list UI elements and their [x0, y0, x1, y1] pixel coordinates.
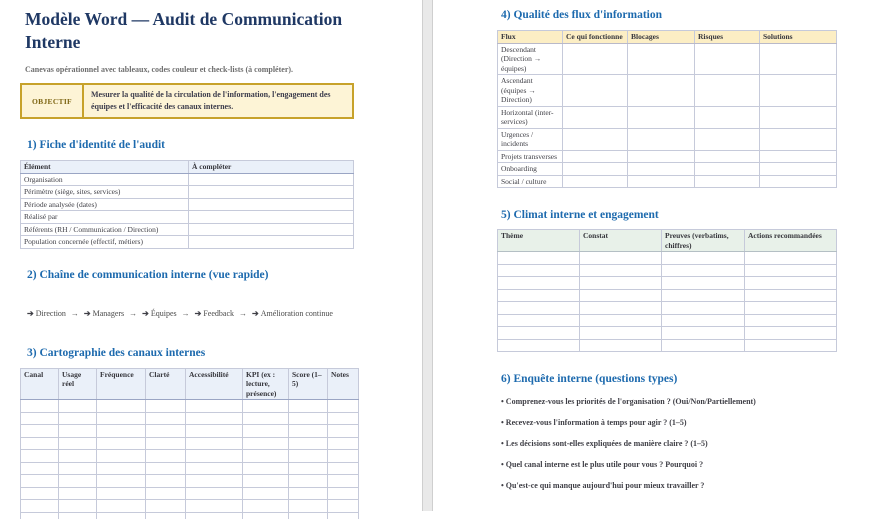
- chain-step-arrow-icon: ➔: [194, 308, 204, 318]
- objective-text: Mesurer la qualité de la circulation de l'information, l'engagement des équipes et l'efficacité des canaux internes.: [91, 90, 331, 111]
- objective-label: OBJECTIF: [22, 85, 84, 117]
- empty-cell[interactable]: [21, 412, 59, 425]
- empty-cell[interactable]: [97, 437, 146, 450]
- table-row: [498, 327, 837, 340]
- table-row: [498, 252, 837, 265]
- table-row: [21, 198, 354, 211]
- chain-step: Managers: [92, 308, 125, 318]
- column-header: Usage réel: [59, 368, 97, 400]
- empty-cell[interactable]: [662, 327, 745, 340]
- column-header: Accessibilité: [186, 368, 243, 400]
- empty-cell[interactable]: [189, 236, 354, 249]
- table-row: [21, 437, 359, 450]
- table-row: [21, 500, 359, 513]
- empty-cell[interactable]: [186, 412, 243, 425]
- empty-cell[interactable]: [59, 512, 97, 519]
- empty-cell[interactable]: [21, 475, 59, 488]
- empty-cell[interactable]: [745, 327, 837, 340]
- page-2: [433, 0, 870, 519]
- empty-cell[interactable]: [243, 412, 289, 425]
- empty-cell[interactable]: [328, 412, 359, 425]
- empty-cell[interactable]: [97, 425, 146, 438]
- empty-cell[interactable]: [498, 327, 580, 340]
- empty-cell[interactable]: [745, 277, 837, 290]
- column-header: À compléter: [189, 161, 354, 174]
- empty-cell[interactable]: [146, 437, 186, 450]
- table-row: [21, 425, 359, 438]
- empty-cell[interactable]: [328, 437, 359, 450]
- survey-question: • Quel canal interne est le plus utile pour vous ? Pourquoi ?: [501, 460, 704, 469]
- empty-cell[interactable]: [186, 487, 243, 500]
- section-heading-6: 6) Enquête interne (questions types): [501, 373, 678, 385]
- document-subtitle: Canevas opérationnel avec tableaux, codes couleur et check-lists (à compléter).: [25, 65, 294, 74]
- empty-cell[interactable]: [760, 43, 837, 75]
- table-row: [21, 236, 354, 249]
- empty-cell[interactable]: [189, 211, 354, 224]
- empty-cell[interactable]: [189, 223, 354, 236]
- empty-cell[interactable]: [21, 425, 59, 438]
- empty-cell[interactable]: [662, 314, 745, 327]
- empty-cell[interactable]: [563, 175, 628, 188]
- column-header: Ce qui fonctionne: [563, 31, 628, 44]
- empty-cell[interactable]: [21, 437, 59, 450]
- empty-cell[interactable]: [580, 314, 662, 327]
- empty-cell[interactable]: [21, 462, 59, 475]
- table-row: [21, 462, 359, 475]
- empty-cell[interactable]: [243, 462, 289, 475]
- empty-cell[interactable]: [189, 173, 354, 186]
- empty-cell[interactable]: [745, 339, 837, 352]
- column-header: Canal: [21, 368, 59, 400]
- table-row: [21, 412, 359, 425]
- row-label: Organisation: [21, 173, 189, 186]
- table-row: [21, 475, 359, 488]
- empty-cell[interactable]: [186, 437, 243, 450]
- table-row: [498, 128, 837, 150]
- empty-cell[interactable]: [146, 475, 186, 488]
- table-row: [21, 211, 354, 224]
- chain-step: Amélioration continue: [260, 308, 333, 318]
- empty-cell[interactable]: [328, 475, 359, 488]
- empty-cell[interactable]: [580, 252, 662, 265]
- row-label: Social / culture: [498, 175, 563, 188]
- chain-step: Direction: [35, 308, 66, 318]
- empty-cell[interactable]: [563, 163, 628, 176]
- empty-cell[interactable]: [243, 512, 289, 519]
- chain-link-arrow-icon: →: [237, 308, 250, 318]
- row-label: Projets transverses: [498, 150, 563, 163]
- empty-cell[interactable]: [289, 400, 328, 413]
- empty-cell[interactable]: [563, 150, 628, 163]
- empty-cell[interactable]: [662, 302, 745, 315]
- column-header: Clarté: [146, 368, 186, 400]
- empty-cell[interactable]: [580, 339, 662, 352]
- empty-cell[interactable]: [498, 264, 580, 277]
- row-label: Période analysée (dates): [21, 198, 189, 211]
- empty-cell[interactable]: [628, 106, 695, 128]
- empty-cell[interactable]: [745, 289, 837, 302]
- empty-cell[interactable]: [186, 462, 243, 475]
- table-row: [21, 173, 354, 186]
- empty-cell[interactable]: [328, 425, 359, 438]
- empty-cell[interactable]: [59, 487, 97, 500]
- communication-chain: [27, 309, 410, 318]
- table-row: [21, 186, 354, 199]
- row-label: Horizontal (inter-services): [498, 106, 563, 128]
- empty-cell[interactable]: [59, 412, 97, 425]
- information-flows-table: [497, 30, 837, 188]
- empty-cell[interactable]: [289, 512, 328, 519]
- empty-cell[interactable]: [498, 289, 580, 302]
- survey-questions-list: [501, 397, 842, 491]
- empty-cell[interactable]: [97, 450, 146, 463]
- empty-cell[interactable]: [662, 289, 745, 302]
- empty-cell[interactable]: [289, 437, 328, 450]
- empty-cell[interactable]: [662, 264, 745, 277]
- empty-cell[interactable]: [146, 487, 186, 500]
- empty-cell[interactable]: [59, 500, 97, 513]
- survey-question: • Recevez-vous l'information à temps pour agir ? (1–5): [501, 418, 687, 427]
- empty-cell[interactable]: [186, 512, 243, 519]
- empty-cell[interactable]: [760, 75, 837, 107]
- row-label: Descendant (Direction → équipes): [498, 43, 563, 75]
- row-label: Onboarding: [498, 163, 563, 176]
- row-label: Urgences / incidents: [498, 128, 563, 150]
- empty-cell[interactable]: [563, 43, 628, 75]
- empty-cell[interactable]: [328, 500, 359, 513]
- empty-cell[interactable]: [243, 400, 289, 413]
- table-row: [498, 163, 837, 176]
- column-header: Thème: [498, 230, 580, 252]
- row-label: Référents (RH / Communication / Direction): [21, 223, 189, 236]
- empty-cell[interactable]: [563, 106, 628, 128]
- chain-step-arrow-icon: ➔: [83, 308, 93, 318]
- empty-cell[interactable]: [662, 252, 745, 265]
- empty-cell[interactable]: [243, 450, 289, 463]
- empty-cell[interactable]: [498, 302, 580, 315]
- section-heading-3: 3) Cartographie des canaux internes: [27, 346, 206, 359]
- row-label: Réalisé par: [21, 211, 189, 224]
- empty-cell[interactable]: [97, 475, 146, 488]
- empty-cell[interactable]: [628, 175, 695, 188]
- empty-cell[interactable]: [695, 150, 760, 163]
- empty-cell[interactable]: [628, 163, 695, 176]
- empty-cell[interactable]: [21, 400, 59, 413]
- empty-cell[interactable]: [146, 500, 186, 513]
- empty-cell[interactable]: [498, 339, 580, 352]
- chain-step-arrow-icon: ➔: [27, 308, 36, 318]
- empty-cell[interactable]: [146, 425, 186, 438]
- chain-step-arrow-icon: ➔: [142, 308, 151, 318]
- column-header: KPI (ex : lecture, présence): [243, 368, 289, 400]
- empty-cell[interactable]: [243, 500, 289, 513]
- section-heading-2: 2) Chaîne de communication interne (vue rapide): [27, 268, 269, 281]
- table-row: [498, 277, 837, 290]
- table-row: [498, 264, 837, 277]
- empty-cell[interactable]: [662, 277, 745, 290]
- empty-cell[interactable]: [59, 425, 97, 438]
- internal-climate-table: [497, 229, 837, 352]
- row-label: Périmètre (siège, sites, services): [21, 186, 189, 199]
- empty-cell[interactable]: [186, 500, 243, 513]
- audit-identity-table: [20, 160, 354, 249]
- row-label: Population concernée (effectif, métiers): [21, 236, 189, 249]
- empty-cell[interactable]: [498, 277, 580, 290]
- empty-cell[interactable]: [289, 462, 328, 475]
- empty-cell[interactable]: [243, 475, 289, 488]
- empty-cell[interactable]: [289, 475, 328, 488]
- table-row: [498, 314, 837, 327]
- empty-cell[interactable]: [760, 150, 837, 163]
- empty-cell[interactable]: [628, 150, 695, 163]
- empty-cell[interactable]: [695, 128, 760, 150]
- table-row: [21, 512, 359, 519]
- empty-cell[interactable]: [695, 106, 760, 128]
- chain-link-arrow-icon: →: [179, 308, 192, 318]
- empty-cell[interactable]: [21, 512, 59, 519]
- empty-cell[interactable]: [59, 475, 97, 488]
- empty-cell[interactable]: [146, 512, 186, 519]
- table-row: [498, 339, 837, 352]
- empty-cell[interactable]: [146, 412, 186, 425]
- empty-cell[interactable]: [97, 462, 146, 475]
- empty-cell[interactable]: [243, 425, 289, 438]
- row-label: Ascendant (équipes → Direction): [498, 75, 563, 107]
- empty-cell[interactable]: [628, 43, 695, 75]
- objective-callout-box: [20, 83, 354, 119]
- empty-cell[interactable]: [289, 500, 328, 513]
- empty-cell[interactable]: [628, 128, 695, 150]
- survey-question: • Comprenez-vous les priorités de l'organisation ? (Oui/Non/Partiellement): [501, 397, 756, 406]
- empty-cell[interactable]: [498, 252, 580, 265]
- empty-cell[interactable]: [328, 487, 359, 500]
- empty-cell[interactable]: [760, 175, 837, 188]
- table-row: [498, 75, 837, 107]
- page-1: [0, 0, 422, 519]
- empty-cell[interactable]: [243, 437, 289, 450]
- chain-step: Équipes: [150, 308, 177, 318]
- empty-cell[interactable]: [146, 400, 186, 413]
- empty-cell[interactable]: [289, 412, 328, 425]
- column-header: Fréquence: [97, 368, 146, 400]
- empty-cell[interactable]: [580, 302, 662, 315]
- empty-cell[interactable]: [186, 450, 243, 463]
- column-header: Notes: [328, 368, 359, 400]
- column-header: Solutions: [760, 31, 837, 44]
- empty-cell[interactable]: [695, 75, 760, 107]
- empty-cell[interactable]: [186, 425, 243, 438]
- empty-cell[interactable]: [186, 400, 243, 413]
- table-row: [21, 223, 354, 236]
- table-row: [498, 43, 837, 75]
- table-row: [498, 289, 837, 302]
- empty-cell[interactable]: [695, 43, 760, 75]
- empty-cell[interactable]: [628, 75, 695, 107]
- empty-cell[interactable]: [21, 487, 59, 500]
- empty-cell[interactable]: [97, 500, 146, 513]
- empty-cell[interactable]: [21, 500, 59, 513]
- empty-cell[interactable]: [563, 128, 628, 150]
- empty-cell[interactable]: [745, 302, 837, 315]
- table-row: [498, 175, 837, 188]
- chain-step-arrow-icon: ➔: [252, 308, 261, 318]
- empty-cell[interactable]: [189, 186, 354, 199]
- table-row: [498, 302, 837, 315]
- empty-cell[interactable]: [97, 400, 146, 413]
- survey-question: • Les décisions sont-elles expliquées de manière claire ? (1–5): [501, 439, 708, 448]
- empty-cell[interactable]: [59, 462, 97, 475]
- chain-link-arrow-icon: →: [68, 308, 81, 318]
- empty-cell[interactable]: [59, 450, 97, 463]
- column-header: Risques: [695, 31, 760, 44]
- column-header: Score (1–5): [289, 368, 328, 400]
- column-header: Blocages: [628, 31, 695, 44]
- document-title: Modèle Word — Audit de Communication Interne: [25, 9, 343, 52]
- page-gutter-divider: [422, 0, 433, 511]
- empty-cell[interactable]: [760, 128, 837, 150]
- empty-cell[interactable]: [289, 450, 328, 463]
- empty-cell[interactable]: [328, 462, 359, 475]
- empty-cell[interactable]: [580, 264, 662, 277]
- empty-cell[interactable]: [328, 512, 359, 519]
- chain-step: Feedback: [203, 308, 235, 318]
- empty-cell[interactable]: [146, 462, 186, 475]
- empty-cell[interactable]: [186, 475, 243, 488]
- empty-cell[interactable]: [662, 339, 745, 352]
- column-header: Preuves (verbatims, chiffres): [662, 230, 745, 252]
- channels-mapping-table: [20, 368, 359, 519]
- column-header: Actions recommandées: [745, 230, 837, 252]
- table-row: [498, 150, 837, 163]
- chain-link-arrow-icon: →: [127, 308, 140, 318]
- section-heading-1: 1) Fiche d'identité de l'audit: [27, 139, 165, 151]
- empty-cell[interactable]: [695, 163, 760, 176]
- empty-cell[interactable]: [243, 487, 289, 500]
- empty-cell[interactable]: [745, 314, 837, 327]
- empty-cell[interactable]: [59, 437, 97, 450]
- empty-cell[interactable]: [21, 450, 59, 463]
- empty-cell[interactable]: [580, 277, 662, 290]
- empty-cell[interactable]: [59, 400, 97, 413]
- section-heading-5: 5) Climat interne et engagement: [501, 209, 659, 221]
- table-row: [21, 450, 359, 463]
- empty-cell[interactable]: [97, 412, 146, 425]
- empty-cell[interactable]: [146, 450, 186, 463]
- empty-cell[interactable]: [328, 400, 359, 413]
- empty-cell[interactable]: [695, 175, 760, 188]
- empty-cell[interactable]: [289, 487, 328, 500]
- empty-cell[interactable]: [580, 327, 662, 340]
- column-header: Élément: [21, 161, 189, 174]
- column-header: Flux: [498, 31, 563, 44]
- empty-cell[interactable]: [745, 252, 837, 265]
- empty-cell[interactable]: [289, 425, 328, 438]
- empty-cell[interactable]: [189, 198, 354, 211]
- table-row: [498, 106, 837, 128]
- empty-cell[interactable]: [760, 106, 837, 128]
- table-row: [21, 400, 359, 413]
- section-heading-4: 4) Qualité des flux d'information: [501, 9, 663, 21]
- empty-cell[interactable]: [580, 289, 662, 302]
- empty-cell[interactable]: [760, 163, 837, 176]
- survey-question: • Qu'est-ce qui manque aujourd'hui pour mieux travailler ?: [501, 481, 705, 490]
- empty-cell[interactable]: [97, 487, 146, 500]
- empty-cell[interactable]: [745, 264, 837, 277]
- column-header: Constat: [580, 230, 662, 252]
- empty-cell[interactable]: [563, 75, 628, 107]
- empty-cell[interactable]: [498, 314, 580, 327]
- table-row: [21, 487, 359, 500]
- empty-cell[interactable]: [97, 512, 146, 519]
- empty-cell[interactable]: [328, 450, 359, 463]
